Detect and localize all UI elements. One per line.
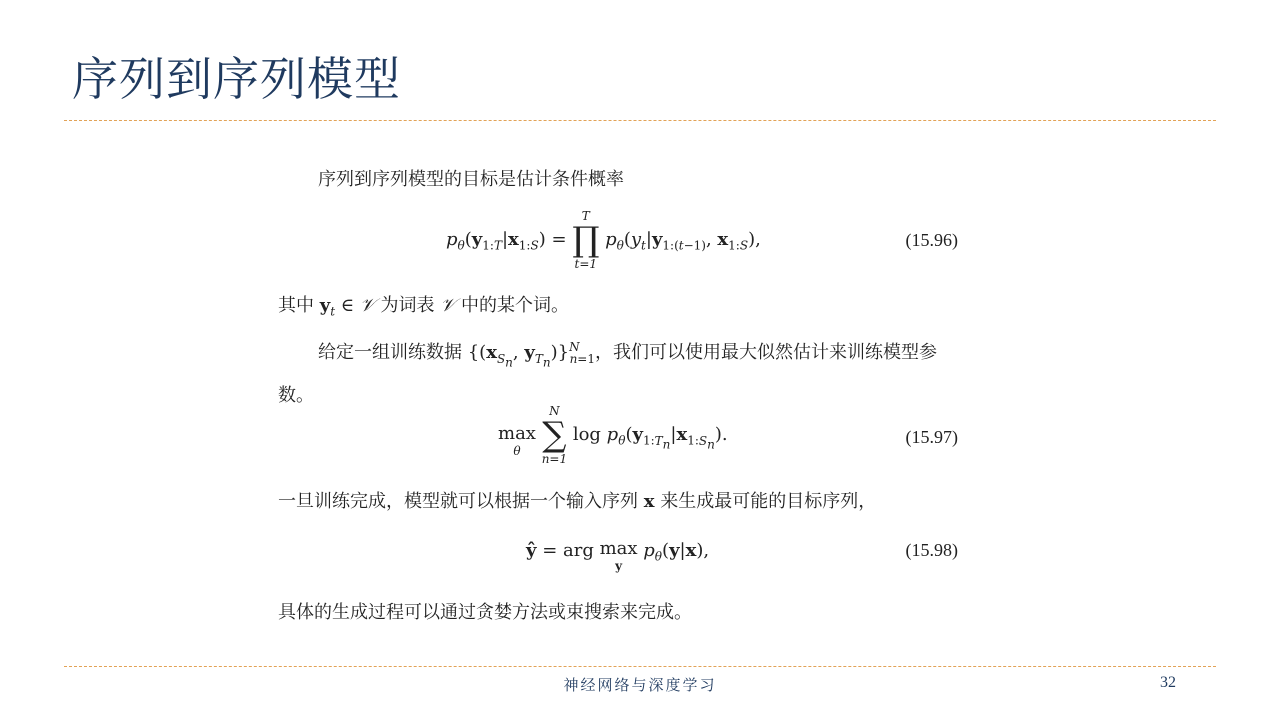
equation-15-96 — [278, 210, 958, 270]
paragraph-vocab-text-1: 其中 — [278, 295, 314, 316]
paragraph-generation-text-2: 来生成最可能的目标序列， — [660, 491, 877, 512]
paragraph-training-text-2: ，我们可以使用最大似然估计来训练模型参数。 — [278, 342, 937, 406]
paragraph-vocab-text-3: 中的某个词。 — [461, 295, 570, 316]
bottom-divider — [64, 666, 1216, 667]
equation-15-96-body: $p_\theta(y_{1:T}|x_{1:S})$ = T ∏ t=1 $p_\theta(y_t|y_{1:(t-1)}$, $x_{1:S}$), — [446, 209, 761, 271]
equation-15-98-number: (15.98) — [905, 540, 958, 560]
paragraph-training: 给定一组训练数据 {($x_{S_n}$, $y_{T_n})\}^N_{n=1}$，我们可以使用最大似然估计来训练模型参数。 — [278, 340, 937, 406]
paragraph-intro-text: 序列到序列模型的目标是估计条件概率 — [318, 169, 624, 190]
footer-book-title: 神经网络与深度学习 — [563, 676, 717, 694]
paragraph-decoding-text: 具体的生成过程可以通过贪婪方法或束搜索来完成。 — [278, 602, 692, 623]
equation-15-96-number: (15.96) — [905, 230, 958, 250]
slide-title: 序列到序列模型 — [72, 52, 401, 106]
paragraph-vocab-text-2: 为词表 — [380, 295, 435, 316]
paragraph-vocab: 其中 $y_t$ ∈ 𝒱 为词表 𝒱 中的某个词。 — [278, 295, 570, 319]
equation-15-97-number: (15.97) — [905, 427, 958, 447]
equation-15-97-body: max θ N ∑ n=1 $\log p_\theta(y_{1:T_n}|x_{1:S_n})$. — [498, 404, 728, 466]
equation-15-98-body: ŷ = arg max y $p_\theta(y|x)$, — [526, 538, 710, 573]
equation-15-97 — [278, 405, 958, 465]
top-divider — [64, 120, 1216, 121]
paragraph-generation-text-1: 一旦训练完成，模型就可以根据一个输入序列 — [278, 491, 638, 512]
paragraph-decoding — [278, 596, 968, 630]
paragraph-training-text-1: 给定一组训练数据 — [318, 342, 462, 363]
equation-15-98 — [278, 540, 958, 600]
paragraph-intro — [278, 163, 968, 197]
paragraph-generation: 一旦训练完成，模型就可以根据一个输入序列 x 来生成最可能的目标序列， — [278, 491, 877, 512]
page-number: 32 — [1160, 674, 1176, 691]
